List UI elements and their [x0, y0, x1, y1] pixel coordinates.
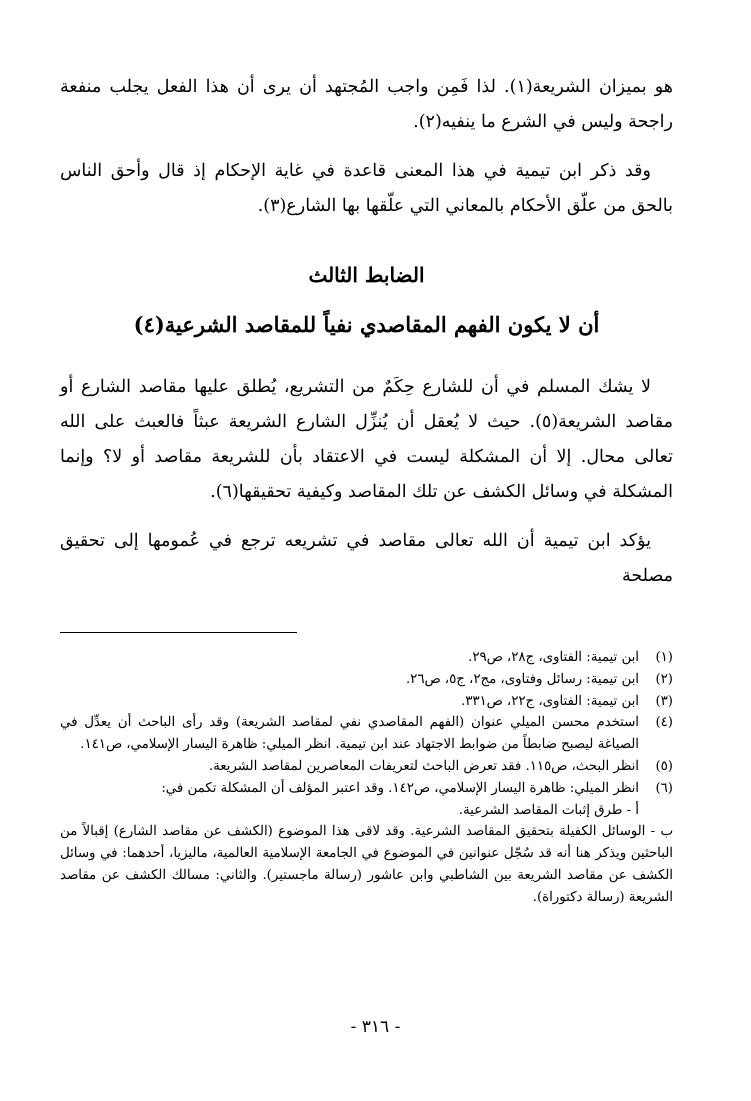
body-paragraph-3: لا يشك المسلم في أن للشارع حِكَمٌ من التشريع، يُطلق عليها مقاصد الشارع أو مقاصد الشريعة(٥). حيث لا يُعقل أن يُنزِّل الشارع الشريعة عبثاً فالعبث على الله تعالى محال. إلا أن المشكلة ليست في الاعتقاد بأن للشريعة مقاصد أو لا؟ وإنما المشكلة في وسائل الكشف عن تلك المقاصد وكيفية تحقيقها(٦).	[60, 377, 673, 502]
footnote-separator	[60, 632, 297, 633]
footnote-number: (٦)	[655, 780, 673, 796]
footnote-text: ابن تيمية: الفتاوى، ج٢٢، ص٣٣١.	[460, 693, 639, 709]
footnote-number: (٤)	[655, 715, 673, 731]
body-paragraph-2: وقد ذكر ابن تيمية في هذا المعنى قاعدة في غاية الإحكام إذ قال وأحق الناس بالحق من علّق الأحكام بالمعاني التي علّقها بها الشارع(٣).	[60, 161, 673, 216]
footnote	[60, 691, 673, 713]
footnote	[60, 756, 673, 778]
footnote-text: ابن تيمية: الفتاوى، ج٢٨، ص٢٩.	[468, 650, 639, 665]
footnote-text: انظر البحث، ص١١٥. فقد تعرض الباحث لتعريفات المعاصرين لمقاصد الشريعة.	[208, 758, 639, 774]
footnote-text: ابن تيمية: رسائل وفتاوى، مج٢، ج٥، ص٢٦.	[405, 671, 639, 687]
body-paragraph-4: يؤكد ابن تيمية أن الله تعالى مقاصد في تشريعه ترجع في عُمومها إلى تحقيق مصلحة	[60, 531, 673, 586]
section-subheading: أن لا يكون الفهم المقاصدي نفياً للمقاصد الشرعية(٤)	[133, 312, 600, 337]
footnote	[60, 712, 673, 756]
footnote-number: (٥)	[655, 758, 673, 774]
body-paragraph-1: هو بميزان الشريعة(١). لذا فَمِن واجب المُجتهد أن يرى أن هذا الفعل يجلب منفعة راجحة وليس في الشرع ما ينفيه(٢).	[60, 77, 673, 132]
footnote-text: انظر الميلي: ظاهرة اليسار الإسلامي، ص١٤٢. وقد اعتبر المؤلف أن المشكلة تكمن في:	[161, 780, 639, 796]
footnote	[60, 647, 673, 669]
footnote	[60, 778, 673, 800]
page-number: - ٣١٦ -	[350, 1017, 401, 1037]
footnote-subitem-a: أ - طرق إثبات المقاصد الشرعية.	[458, 802, 639, 818]
footnotes	[60, 647, 673, 909]
footnote	[60, 669, 673, 691]
footnote-text: استخدم محسن الميلي عنوان (الفهم المقاصدي نفي لمقاصد الشريعة) وقد رأى الباحث أن يعدِّل في الصياغة ليصبح ضابطاً من ضوابط الاجتهاد عند ابن تيمية. انظر الميلي: ظاهرة اليسار الإسلامي، ص١٤١.	[60, 715, 639, 753]
footnote-number: (١)	[655, 650, 673, 665]
page-content	[60, 70, 673, 909]
footnote-number: (٢)	[655, 671, 673, 687]
footnote-subitem-b: ب - الوسائل الكفيلة بتحقيق المقاصد الشرعية. وقد لاقى هذا الموضوع (الكشف عن مقاصد الشارع) إقبالاً من الباحثين ويذكر هنا أنه قد سُجّل عنوانين في الموضوع في الجامعة الإسلامية العالمية، ماليزيا، أحدهما: في وسائل الكشف عن مقاصد الشريعة بين الشاطبي وابن عاشور (رسالة ماجستير). والثاني: مسالك الكشف عن مقاصد الشريعة (رسالة دكتوراة).	[60, 824, 673, 905]
footnote-number: (٣)	[655, 693, 673, 709]
section-heading: الضابط الثالث	[308, 263, 425, 287]
